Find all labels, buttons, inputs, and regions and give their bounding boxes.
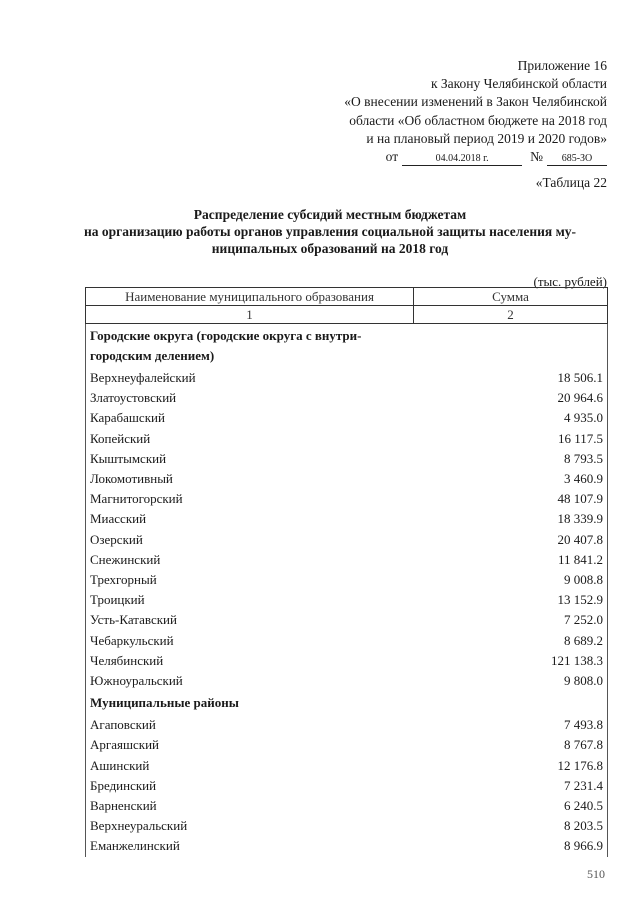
subsidy-sum: 20 407.8: [414, 530, 608, 550]
municipality-name: Агаповский: [86, 715, 414, 735]
appendix-line: к Закону Челябинской области: [430, 76, 607, 92]
table-row: [86, 651, 608, 671]
table-row: [86, 796, 608, 816]
group-row: [86, 691, 608, 715]
title-line: на организацию работы органов управления социальной защиты населения му-: [83, 224, 577, 239]
municipality-name: Верхнеуфалейский: [86, 368, 414, 388]
group-title: Городские округа (городские округа с внутри-городским делением): [86, 324, 414, 369]
municipality-name: Озерский: [86, 530, 414, 550]
law-number: 685-ЗО: [547, 153, 607, 166]
subsidy-sum: 9 008.8: [414, 570, 608, 590]
subsidy-sum: 11 841.2: [414, 550, 608, 570]
table-row: [86, 388, 608, 408]
title-line: ниципальных образований на 2018 год: [211, 241, 449, 256]
table-row: [86, 715, 608, 735]
table-row: [86, 671, 608, 691]
municipality-name: Локомотивный: [86, 469, 414, 489]
appendix-header: [344, 57, 607, 166]
header-name: Наименование муниципального образования: [86, 288, 414, 306]
table-row: [86, 408, 608, 428]
municipality-name: Ашинский: [86, 756, 414, 776]
municipality-name: Карабашский: [86, 408, 414, 428]
table-row: [86, 590, 608, 610]
subsidy-sum: 8 203.5: [414, 816, 608, 836]
column-index: 1: [86, 306, 414, 324]
number-label: №: [530, 149, 543, 165]
table-row: [86, 530, 608, 550]
page-number: 510: [587, 867, 605, 881]
subsidy-sum: 16 117.5: [414, 429, 608, 449]
table-row: [86, 776, 608, 796]
subsidy-sum: 3 460.9: [414, 469, 608, 489]
municipality-name: Кыштымский: [86, 449, 414, 469]
municipality-name: Магнитогорский: [86, 489, 414, 509]
municipality-name: Чебаркульский: [86, 630, 414, 650]
law-date: 04.04.2018 г.: [402, 153, 522, 166]
municipality-name: Копейский: [86, 429, 414, 449]
municipality-name: Снежинский: [86, 550, 414, 570]
subsidy-sum: 13 152.9: [414, 590, 608, 610]
document-title: [60, 206, 600, 257]
subsidy-sum: 8 689.2: [414, 630, 608, 650]
subsidy-sum: 18 506.1: [414, 368, 608, 388]
law-date-line: [344, 148, 607, 166]
column-index: 2: [414, 306, 608, 324]
table-row: [86, 735, 608, 755]
subsidy-sum: 20 964.6: [414, 388, 608, 408]
municipality-name: Аргаяшский: [86, 735, 414, 755]
title-line: Распределение субсидий местным бюджетам: [193, 207, 467, 222]
subsidy-sum: 121 138.3: [414, 651, 608, 671]
header-sum: Сумма: [414, 288, 608, 306]
municipality-name: Миасский: [86, 509, 414, 529]
table-row: [86, 836, 608, 856]
municipality-name: Еманжелинский: [86, 836, 414, 856]
table-row: [86, 429, 608, 449]
table-body: [86, 324, 608, 857]
subsidy-sum: 48 107.9: [414, 489, 608, 509]
subsidy-table: [85, 287, 608, 857]
subsidy-sum: 9 808.0: [414, 671, 608, 691]
table-row: [86, 570, 608, 590]
table-row: [86, 489, 608, 509]
municipality-name: Брединский: [86, 776, 414, 796]
group-row: [86, 324, 608, 369]
unit-label: (тыс. рублей): [533, 274, 607, 289]
subsidy-sum: 7 493.8: [414, 715, 608, 735]
subsidy-sum: 7 231.4: [414, 776, 608, 796]
subsidy-sum: 8 793.5: [414, 449, 608, 469]
group-sum-empty: [414, 691, 608, 715]
table-row: [86, 368, 608, 388]
table-row: [86, 610, 608, 630]
municipality-name: Южноуральский: [86, 671, 414, 691]
municipality-name: Челябинский: [86, 651, 414, 671]
municipality-name: Верхнеуральский: [86, 816, 414, 836]
subsidy-sum: 18 339.9: [414, 509, 608, 529]
table-reference: «Таблица 22: [535, 175, 607, 190]
group-title: Муниципальные районы: [86, 691, 414, 715]
municipality-name: Усть-Катавский: [86, 610, 414, 630]
subsidy-sum: 7 252.0: [414, 610, 608, 630]
appendix-line: «О внесении изменений в Закон Челябинской: [344, 94, 607, 110]
table-row: [86, 756, 608, 776]
appendix-line: и на плановый период 2019 и 2020 годов»: [366, 130, 607, 146]
table-row: [86, 509, 608, 529]
group-sum-empty: [414, 324, 608, 369]
subsidy-sum: 8 767.8: [414, 735, 608, 755]
table-row: [86, 469, 608, 489]
subsidy-sum: 8 966.9: [414, 836, 608, 856]
subsidy-sum: 4 935.0: [414, 408, 608, 428]
municipality-name: Троицкий: [86, 590, 414, 610]
municipality-name: Златоустовский: [86, 388, 414, 408]
appendix-line: области «Об областном бюджете на 2018 год: [349, 112, 607, 128]
table-row: [86, 449, 608, 469]
subsidy-sum: 12 176.8: [414, 756, 608, 776]
subsidy-sum: 6 240.5: [414, 796, 608, 816]
table-row: [86, 550, 608, 570]
municipality-name: Варненский: [86, 796, 414, 816]
table-row: [86, 630, 608, 650]
table-row: [86, 816, 608, 836]
from-label: от: [385, 149, 399, 165]
appendix-line: Приложение 16: [517, 58, 607, 73]
municipality-name: Трехгорный: [86, 570, 414, 590]
